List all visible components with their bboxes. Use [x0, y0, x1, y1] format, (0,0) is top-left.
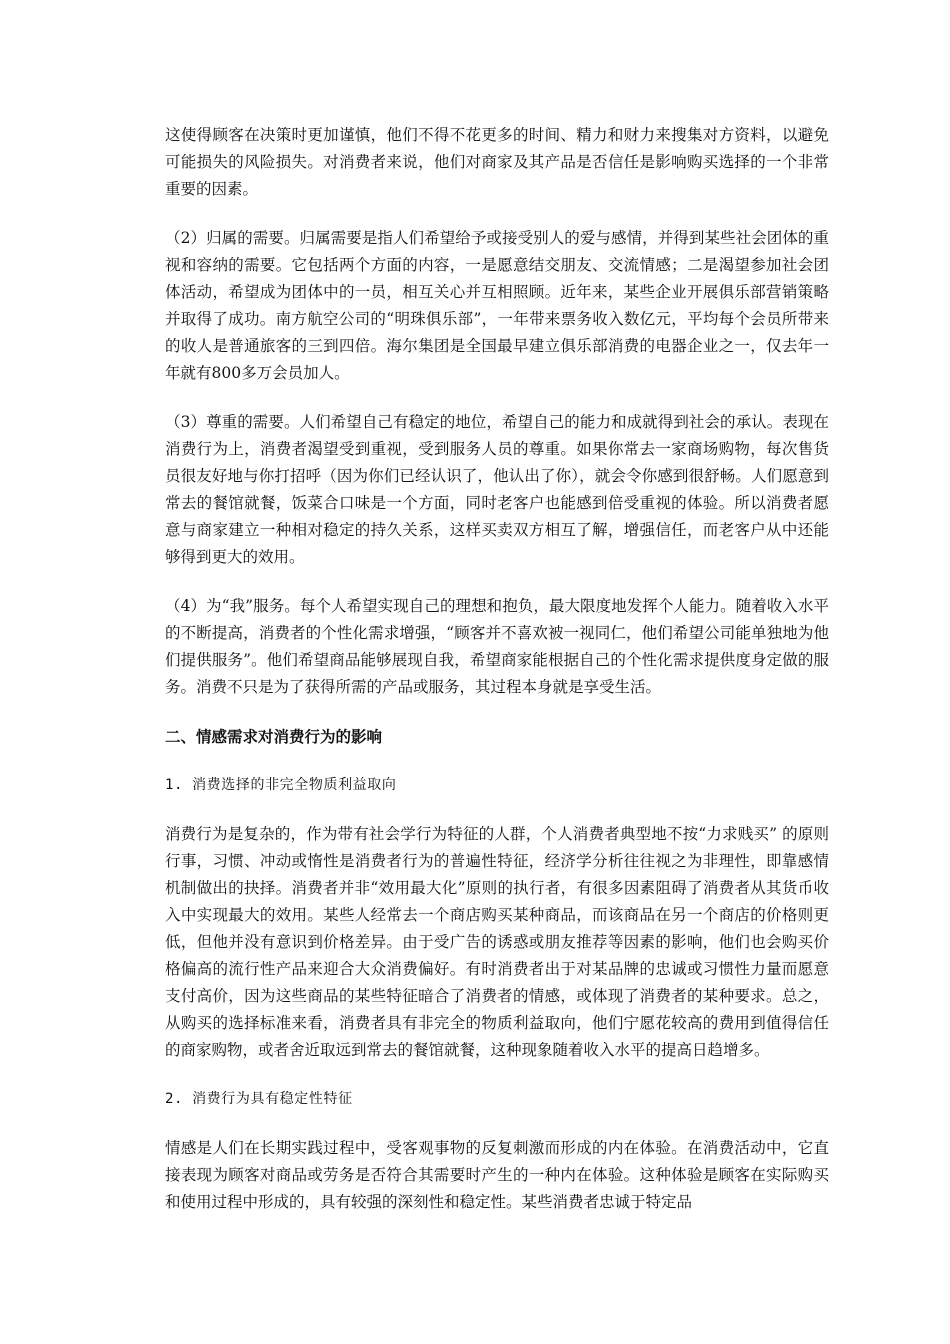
paragraph-stability: 情感是人们在长期实践过程中，受客观事物的反复刺激而形成的内在体验。在消费活动中，它直接表现为顾客对商品或劳务是否符合其需要时产生的一种内在体验。这种体验是顾客在实际购买和使用过程中形成的，具有较强的深刻性和稳定性。某些消费者忠诚于特定品: [165, 1139, 829, 1211]
paragraph-trust: 这使得顾客在决策时更加谨慎，他们不得不花更多的时间、精力和财力来搜集对方资料，以避免可能损失的风险损失。对消费者来说，他们对商家及其产品是否信任是影响购买选择的一个非常重要的因素。: [165, 126, 829, 198]
paragraph-respect-need: （3）尊重的需要。人们希望自己有稳定的地位，希望自己的能力和成就得到社会的承认。表现在消费行为上，消费者渴望受到重视，受到服务人员的尊重。如果你常去一家商场购物，每次售货员很友好地与你打招呼（因为你们已经认识了，他认出了你），就会令你感到很舒畅。人们愿意到常去的餐馆就餐，饭菜合口味是一个方面，同时老客户也能感到倍受重视的体验。所以消费者愿意与商家建立一种相对稳定的持久关系，这样买卖双方相互了解，增强信任，而老客户从中还能够得到更大的效用。: [165, 413, 829, 566]
paragraph-non-material-orientation: 消费行为是复杂的，作为带有社会学行为特征的人群，个人消费者典型地不按“力求贱买” 的原则行事，习惯、冲动或惰性是消费者行为的普遍性特征，经济学分析往往视之为非理性，即靠感情机制做出的抉择。消费者并非“效用最大化”原则的执行者，有很多因素阻碍了消费者从其货币收入中实现最大的效用。某些人经常去一个商店购买某种商品，而该商品在另一个商店的价格则更低，但他并没有意识到价格差异。由于受广告的诱惑或朋友推荐等因素的影响，他们也会购买价格偏高的流行性产品来迎合大众消费偏好。有时消费者出于对某品牌的忠诚或习惯性力量而愿意支付高价，因为这些商品的某些特征暗合了消费者的情感，或体现了消费者的某种要求。总之，从购买的选择标准来看，消费者具有非完全的物质利益取向，他们宁愿花较高的费用到值得信任的商家购物，或者舍近取远到常去的餐馆就餐，这种现象随着收入水平的提高日趋增多。: [165, 825, 829, 1059]
subheading-1: 1. 消费选择的非完全物质利益取向: [165, 777, 397, 793]
subheading-2: 2. 消费行为具有稳定性特征: [165, 1091, 353, 1107]
document-body: [165, 122, 829, 1238]
paragraph-self-service: （4）为“我”服务。每个人希望实现自己的理想和抱负，最大限度地发挥个人能力。随着收入水平的不断提高，消费者的个性化需求增强，“顾客并不喜欢被一视同仁，他们希望公司能单独地为他们提供服务”。他们希望商品能够展现自我，希望商家能根据自己的个性化需求提供度身定做的服务。消费不只是为了获得所需的产品或服务，其过程本身就是享受生活。: [165, 597, 829, 696]
section-heading: 二、情感需求对消费行为的影响: [165, 727, 383, 746]
paragraph-belonging-need: （2）归属的需要。归属需要是指人们希望给予或接受别人的爱与感情，并得到某些社会团体的重视和容纳的需要。它包括两个方面的内容，一是愿意结交朋友、交流情感；二是渴望参加社会团体活动，希望成为团体中的一员，相互关心并互相照顾。近年来，某些企业开展俱乐部营销策略并取得了成功。南方航空公司的“明珠俱乐部”，一年带来票务收入数亿元，平均每个会员所带来的收人是普通旅客的三到四倍。海尔集团是全国最早建立俱乐部消费的电器企业之一，仅去年一年就有800多万会员加人。: [165, 229, 829, 382]
